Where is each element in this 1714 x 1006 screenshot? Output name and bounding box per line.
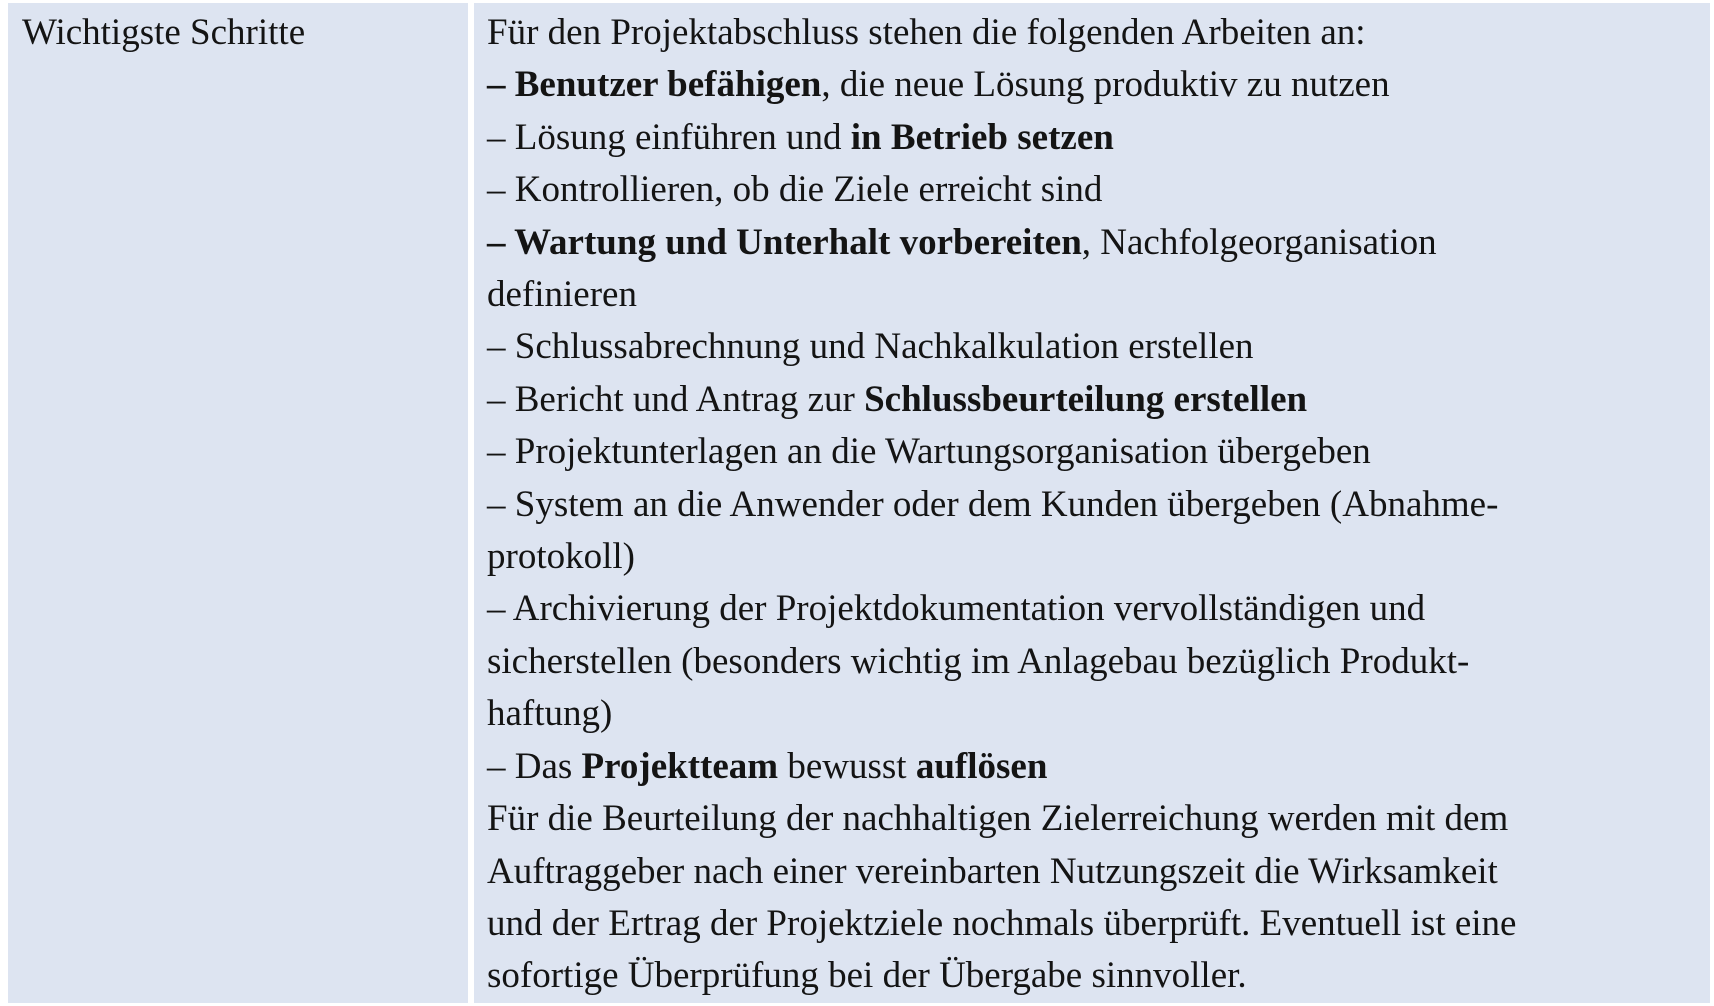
step-9-continuation-2: haftung) [487, 693, 613, 735]
step-6 [487, 374, 1698, 426]
step-6-dash: – [487, 378, 515, 420]
content-cell [474, 3, 1710, 1003]
intro-text: Für den Projektabschluss stehen die folgenden Arbeiten an: [487, 12, 1366, 53]
step-7 [487, 426, 1698, 478]
step-1-text: , die neue Lösung produktiv zu nutzen [821, 64, 1390, 106]
closing-line-2: Auftraggeber nach einer vereinbarten Nutzungszeit die Wirksamkeit [487, 850, 1498, 892]
step-10-text-2: bewusst [778, 745, 916, 787]
step-5-text: Schlussabrechnung und Nachkalkulation erstellen [514, 326, 1254, 368]
step-4-bold: Wartung und Unterhalt vorbereiten [514, 221, 1082, 263]
row-label: Wichtigste Schritte [22, 12, 306, 53]
closing-line-3: und der Ertrag der Projektziele nochmals überprüft. Eventuell ist eine [487, 902, 1517, 944]
step-8 [487, 479, 1698, 531]
step-4-continuation: definieren [487, 274, 637, 316]
step-1-bold: Benutzer befähigen [514, 64, 822, 106]
step-10-bold-2: auflösen [915, 745, 1048, 787]
step-9 [487, 583, 1698, 635]
step-10-text-1: Das [514, 745, 582, 787]
closing-line-4: sofortige Überprüfung bei der Übergabe sinnvoller. [487, 955, 1247, 997]
step-8-dash: – [487, 483, 515, 525]
step-8-continuation: protokoll) [487, 536, 635, 578]
step-4-dash: – [487, 221, 515, 263]
step-2 [487, 112, 1698, 164]
step-2-bold: in Betrieb setzen [850, 116, 1114, 158]
step-1 [487, 59, 1698, 111]
step-5-dash: – [487, 326, 515, 368]
steps-table [8, 3, 1710, 1003]
step-10-dash: – [487, 745, 515, 787]
step-7-dash: – [487, 431, 515, 473]
closing-line-1: Für die Beurteilung der nachhaltigen Zielerreichung werden mit dem [487, 798, 1509, 840]
step-8-text: System an die Anwender oder dem Kunden übergeben (Abnahme- [514, 483, 1499, 525]
step-10 [487, 741, 1698, 793]
step-3-dash: – [487, 169, 515, 211]
step-7-text: Projektunterlagen an die Wartungsorganisation übergeben [514, 431, 1371, 473]
step-6-bold: Schlussbeurteilung erstellen [864, 378, 1308, 420]
step-3-text: Kontrollieren, ob die Ziele erreicht sind [514, 169, 1103, 211]
step-1-dash: – [487, 64, 515, 106]
step-2-dash: – [487, 116, 515, 158]
step-9-text: Archivierung der Projektdokumentation vervollständigen und [512, 588, 1426, 630]
step-6-text: Bericht und Antrag zur [514, 378, 865, 420]
step-10-bold-1: Projektteam [581, 745, 779, 787]
label-cell [8, 3, 468, 1003]
step-9-dash: – [487, 588, 513, 630]
step-4 [487, 217, 1698, 269]
step-9-continuation-1: sicherstellen (besonders wichtig im Anlagebau bezüglich Produkt- [487, 640, 1470, 682]
step-2-text: Lösung einführen und [514, 116, 851, 158]
step-3 [487, 164, 1698, 216]
step-4-text: , Nachfolgeorganisation [1081, 221, 1437, 263]
step-5 [487, 321, 1698, 373]
